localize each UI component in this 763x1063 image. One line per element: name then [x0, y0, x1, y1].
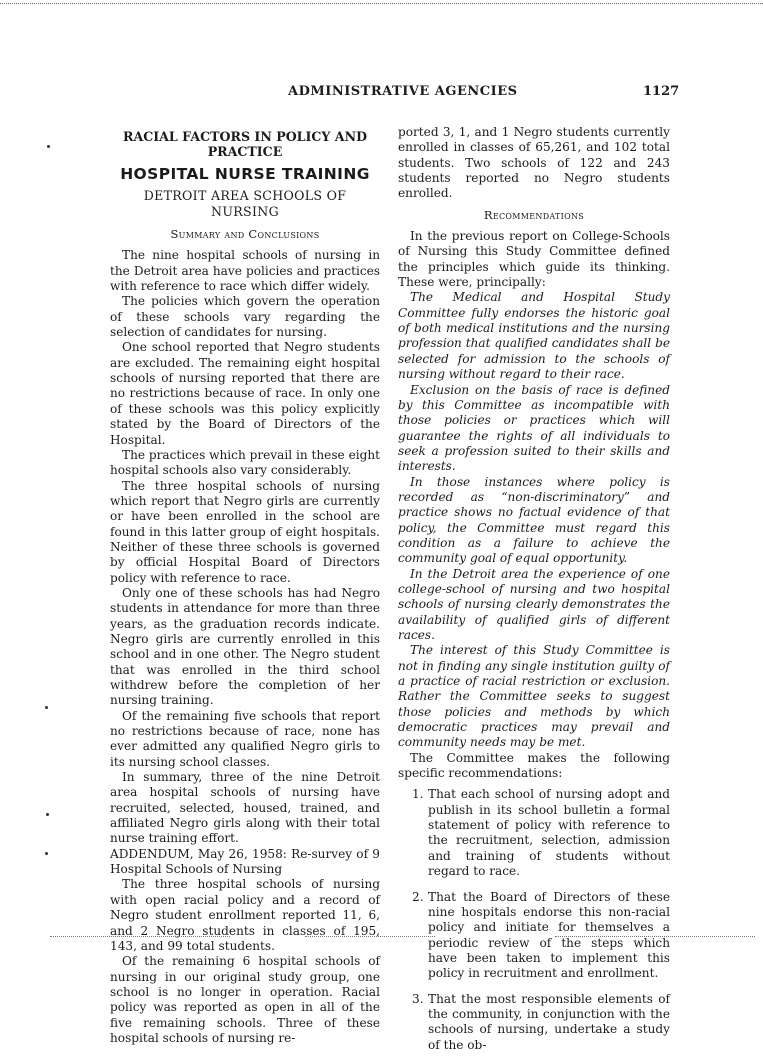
left-column	[110, 125, 380, 1046]
paragraph: Only one of these schools has had Negro students in attendance for more than three years, as the graduation records indicate. Negro girls are currently enrolled in this school and in one other. The Negro student that was enrolled in the third school withdrew before the completion of her nursing training.	[110, 585, 380, 708]
list-item-text: That each school of nursing adopt and publish in its school bulletin a formal statement of policy with reference to the recruitment, selection, admission and training of students without regard to race.	[428, 787, 670, 879]
margin-mark	[45, 852, 48, 855]
paragraph: The policies which govern the operation of these schools vary regarding the selection of candidates for nursing.	[110, 294, 380, 340]
title-line: PRACTICE	[207, 144, 283, 159]
continued-paragraph: ported 3, 1, and 1 Negro students currently enrolled in classes of 65,261, and 102 total students. Two schools of 122 and 243 students reported no Negro students enrolled.	[398, 125, 670, 201]
paragraph: Of the remaining 6 hospital schools of nursing in our original study group, one school is no longer in operation. Racial policy was reported as open in all of the five remaining schools. Three of these hospital schools of nursing re-	[110, 954, 380, 1045]
page-number: 1127	[643, 84, 680, 99]
principle-paragraph: In the Detroit area the experience of one college-school of nursing and two hospital schools of nursing clearly demonstrates the availability of qualified girls of different races.	[398, 566, 670, 642]
list-item	[398, 787, 670, 879]
bottom-dotted-rule	[555, 936, 755, 937]
principle-paragraph: The Medical and Hospital Study Committee fully endorses the historic goal of both medical institutions and the nursing profession that qualified candidates shall be selected for admission to the schools of nursing without regard to their race.	[398, 290, 670, 382]
running-head: ADMINISTRATIVE AGENCIES	[288, 84, 518, 99]
principle-paragraph: The interest of this Study Committee is not in finding any single institution guilty of a practice of racial restriction or exclusion. Rather the Committee seeks to suggest those policies and methods by which democratic practices may prevail and community needs may be met.	[398, 643, 670, 750]
paragraph: The three hospital schools of nursing which report that Negro girls are currently or have been enrolled in the school are found in this latter group of eight hospitals. Neither of these three schools is governed by official Hospital Board of Directors policy with reference to race.	[110, 478, 380, 585]
list-item-text: That the most responsible elements of the community, in conjunction with the schools of nursing, undertake a study of the ob-	[428, 991, 670, 1052]
recommendations-list	[398, 787, 670, 1053]
paragraph: Of the remaining five schools that report no restrictions because of race, none has ever admitted any qualified Negro girls to its nursing school classes.	[110, 708, 380, 769]
subtitle: DETROIT AREA SCHOOLS OF NURSING	[143, 188, 347, 219]
bottom-dotted-rule	[50, 936, 230, 937]
paragraph: The nine hospital schools of nursing in the Detroit area have policies and practices with reference to race which differ widely.	[110, 248, 380, 294]
addendum-heading: ADDENDUM, May 26, 1958: Re-survey of 9 Hospital Schools of Nursing	[110, 846, 380, 877]
principle-paragraph: In those instances where policy is recorded as “non-discriminatory” and practice shows no factual evidence of that policy, the Committee must regard this condition as a failure to achieve the community goal of equal opportunity.	[398, 474, 670, 566]
list-item	[398, 992, 670, 1053]
list-item-number: 3.	[412, 991, 424, 1006]
paragraph: In the previous report on College-Schools of Nursing this Study Committee defined the principles which guide its thinking. These were, principally:	[398, 229, 670, 290]
section-heading-summary: Summary and Conclusions	[170, 227, 320, 242]
top-dotted-rule	[0, 3, 763, 5]
principle-paragraph: Exclusion on the basis of race is defined by this Committee as incompatible with those policies or practices which will guarantee the rights of all individuals to seek a profession suited to their skills and interests.	[398, 382, 670, 474]
list-item-number: 2.	[412, 889, 424, 904]
right-column	[398, 125, 670, 1063]
article-title	[110, 129, 380, 159]
list-item-number: 1.	[412, 787, 424, 802]
margin-mark	[46, 813, 49, 816]
bottom-dotted-rule	[305, 936, 435, 937]
list-item-text: That the Board of Directors of these nine hospitals endorse this non-racial policy and initiate for themselves a periodic review of the steps which have been taken to implement this policy in recruitment and enrollment.	[428, 889, 670, 981]
title-line: RACIAL FACTORS IN POLICY AND	[122, 129, 368, 144]
paragraph: The Committee makes the following specific recommendations:	[398, 750, 670, 781]
margin-mark	[47, 145, 50, 148]
margin-mark	[45, 706, 48, 709]
paragraph: The practices which prevail in these eight hospital schools also vary considerably.	[110, 447, 380, 478]
section-heading-recommendations: Recommendations	[483, 207, 585, 222]
paragraph: One school reported that Negro students are excluded. The remaining eight hospital schools of nursing reported that there are no restrictions because of race. In only one of these schools was this policy explicitly stated by the Board of Directors of the Hospital.	[110, 340, 380, 447]
paragraph: In summary, three of the nine Detroit area hospital schools of nursing have recruited, selected, housed, trained, and affiliated Negro girls along with their total nurse training effort.	[110, 770, 380, 846]
main-title: HOSPITAL NURSE TRAINING	[120, 165, 370, 183]
paragraph: The three hospital schools of nursing with open racial policy and a record of Negro student enrollment reported 11, 6, and 2 Negro students in classes of 195, 143, and 99 total students.	[110, 877, 380, 953]
